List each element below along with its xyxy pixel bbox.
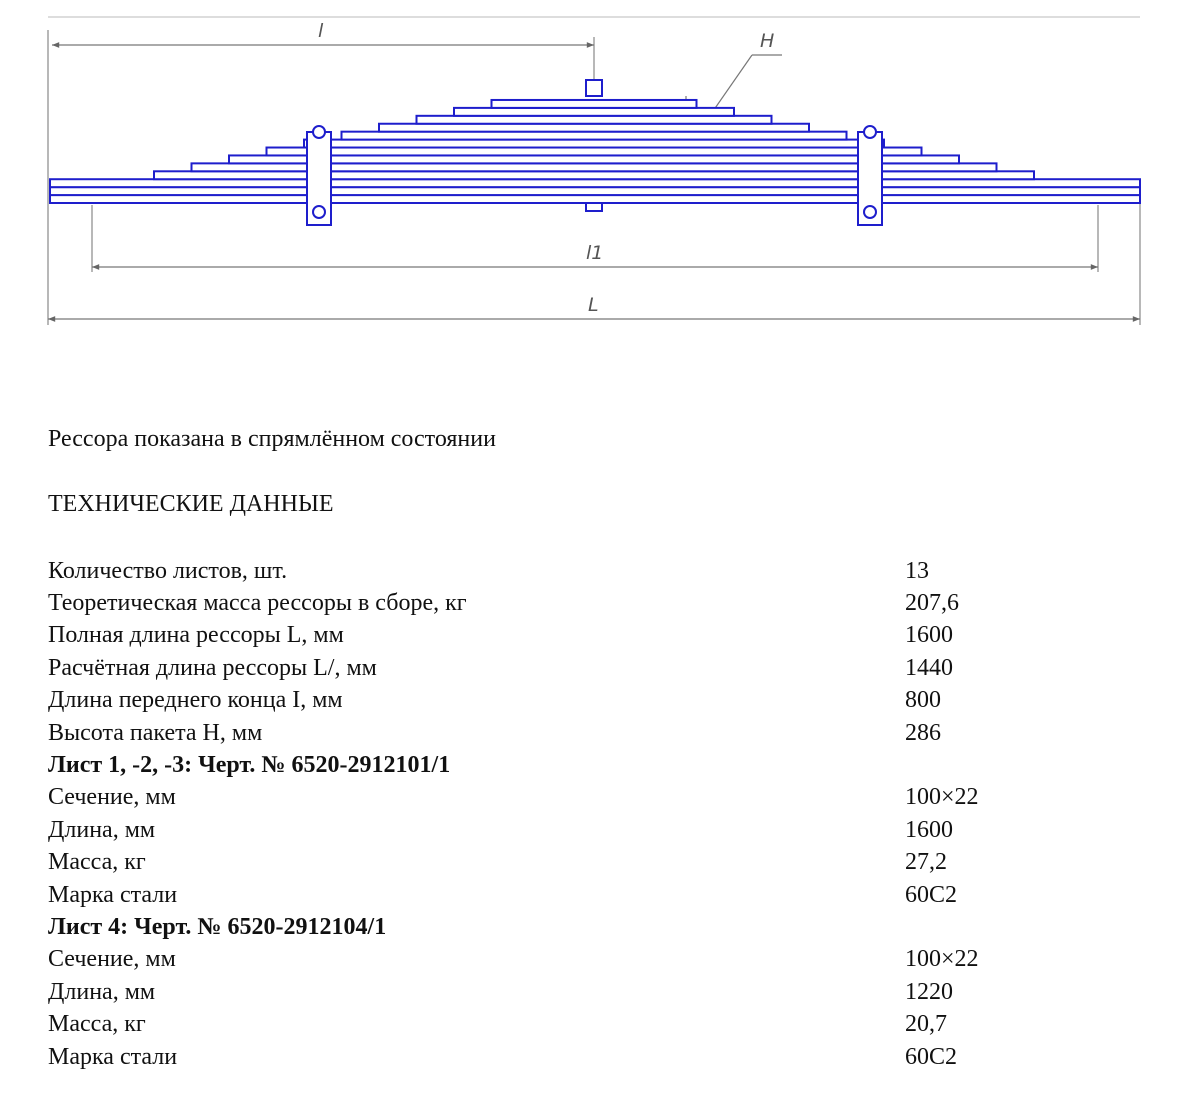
section-heading: ТЕХНИЧЕСКИЕ ДАННЫЕ — [48, 491, 334, 517]
spec-value: 286 — [905, 719, 941, 746]
spring-leaf — [454, 108, 734, 116]
spec-label: Количество листов, шт. — [48, 557, 288, 584]
spec-label: Длина, мм — [48, 816, 156, 843]
spring-leaf — [267, 148, 922, 156]
spec-label: Высота пакета Н, мм — [48, 719, 263, 746]
drawing-caption: Рессора показана в спрямлённом состоянии — [48, 426, 496, 452]
leaf-section-title — [48, 911, 1048, 943]
spec-row — [48, 717, 1048, 749]
spec-row — [48, 879, 1048, 911]
spec-row — [48, 1041, 1048, 1073]
spec-label: Длина переднего конца I, мм — [48, 687, 343, 714]
label-design-length: l1 — [586, 242, 604, 264]
spec-label: Марка стали — [48, 881, 178, 908]
leaf-section-title-text: Лист 1, -2, -3: Черт. № 6520-2912101/1 — [48, 752, 451, 779]
spec-row — [48, 782, 1048, 814]
spring-leaf — [50, 195, 1140, 203]
label-front-length: l — [318, 20, 324, 42]
leaf-section-title-text: Лист 4: Черт. № 6520-2912104/1 — [48, 913, 387, 940]
spec-label: Теоретическая масса рессоры в сборе, кг — [48, 590, 467, 617]
spec-value: 800 — [905, 687, 941, 714]
spec-value: 60С2 — [905, 881, 958, 908]
spec-row — [48, 944, 1048, 976]
spec-value: 207,6 — [905, 590, 959, 617]
spec-value: 13 — [905, 557, 929, 584]
spec-label: Масса, кг — [48, 849, 146, 876]
spec-label: Длина, мм — [48, 978, 156, 1005]
spec-value: 100×22 — [905, 946, 979, 973]
label-height: H — [760, 30, 775, 52]
spec-row — [48, 814, 1048, 846]
spring-leaf — [304, 140, 884, 148]
spring-leaf — [50, 187, 1140, 195]
spec-label: Сечение, мм — [48, 946, 176, 973]
spring-leaf — [379, 124, 809, 132]
spec-value: 1600 — [905, 816, 953, 843]
spring-leaves — [50, 100, 1140, 203]
spring-leaf — [342, 132, 847, 140]
spec-label: Сечение, мм — [48, 784, 176, 811]
spec-row — [48, 1008, 1048, 1040]
spec-value: 27,2 — [905, 849, 947, 876]
spec-value: 20,7 — [905, 1011, 947, 1038]
leaf-section-title — [48, 749, 1048, 781]
spec-value: 1600 — [905, 622, 953, 649]
spec-row — [48, 652, 1048, 684]
spec-table — [48, 555, 1048, 1073]
spec-label: Полная длина рессоры L, мм — [48, 622, 344, 649]
right-clamp — [858, 126, 882, 225]
spec-value: 60С2 — [905, 1043, 958, 1070]
spring-leaf — [50, 179, 1140, 187]
spec-value: 100×22 — [905, 784, 979, 811]
leaf-spring-drawing — [0, 0, 1200, 340]
left-clamp — [307, 126, 331, 225]
label-total-length: L — [588, 294, 599, 316]
spring-leaf — [417, 116, 772, 124]
spring-leaf — [154, 171, 1034, 179]
spec-value: 1220 — [905, 978, 953, 1005]
spring-leaf — [229, 155, 959, 163]
spec-row — [48, 620, 1048, 652]
spec-row — [48, 555, 1048, 587]
spec-label: Масса, кг — [48, 1011, 146, 1038]
spec-row — [48, 685, 1048, 717]
spec-label: Марка стали — [48, 1043, 178, 1070]
spring-leaf — [492, 100, 697, 108]
spec-row — [48, 587, 1048, 619]
spec-row — [48, 976, 1048, 1008]
spec-row — [48, 847, 1048, 879]
spec-value: 1440 — [905, 654, 953, 681]
spec-label: Расчётная длина рессоры L/, мм — [48, 654, 377, 681]
